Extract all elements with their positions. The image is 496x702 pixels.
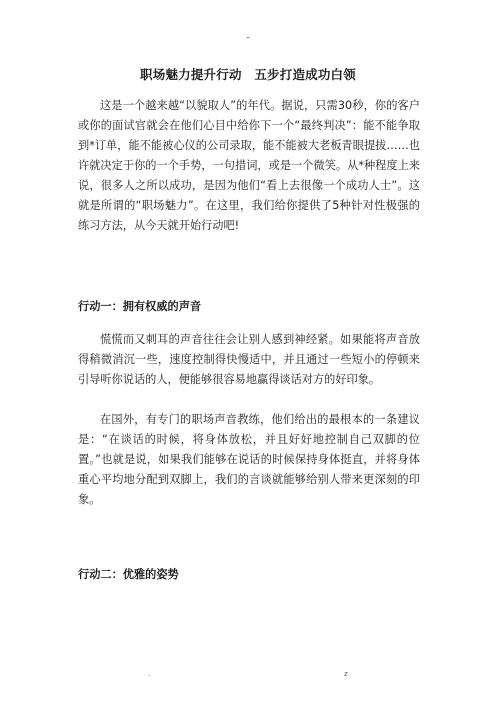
section-heading-action-1: 行动一：拥有权威的声音 — [78, 300, 202, 313]
action-1-paragraph-2: 在国外，有专门的职场声音教练，他们给出的最根本的一条建议是：“在谈话的时候，将身体放松，并且好好地控制自己双脚的位置。”也就是说，如果我们能够在说话的时候保持身体挺直，并将身体重心平均地分配到双脚上，我们的言谈就能够给别人带来更深刻的印象。 — [78, 413, 420, 506]
action-1-paragraph-1: 慌慌而又刺耳的声音往往会让别人感到神经紧。如果能将声音放得稍微消沉一些，速度控制得快慢适中，并且通过一些短小的停顿来引导听你说话的人，便能够很容易地赢得谈话对方的好印象。 — [78, 333, 420, 386]
section-heading-action-2: 行动二：优雅的姿势 — [78, 568, 179, 581]
intro-paragraph: 这是一个越来越“以貌取人”的年代。据说，只需30秒，你的客户或你的面试官就会在他们心目中给你下一个“最终判决”：能不能争取到*订单，能不能被心仪的公司录取，能不能被大老板青眼提拔……也许就决定于你的一个手势，一句措词，或是一个微笑。从*种程度上来说，很多人之所以成功，是因为他们“看上去很像一个成功人士”。这就是所谓的“职场魅力”。在这里，我们给你提供了5种针对性极强的练习方法，从今天就开始行动吧! — [78, 99, 420, 232]
footer-mark-left: . — [148, 670, 151, 678]
document-title: 职场魅力提升行动 五步打造成功白领 — [140, 67, 356, 82]
header-mark: - — [246, 33, 250, 43]
footer-mark-right: z — [344, 670, 348, 678]
